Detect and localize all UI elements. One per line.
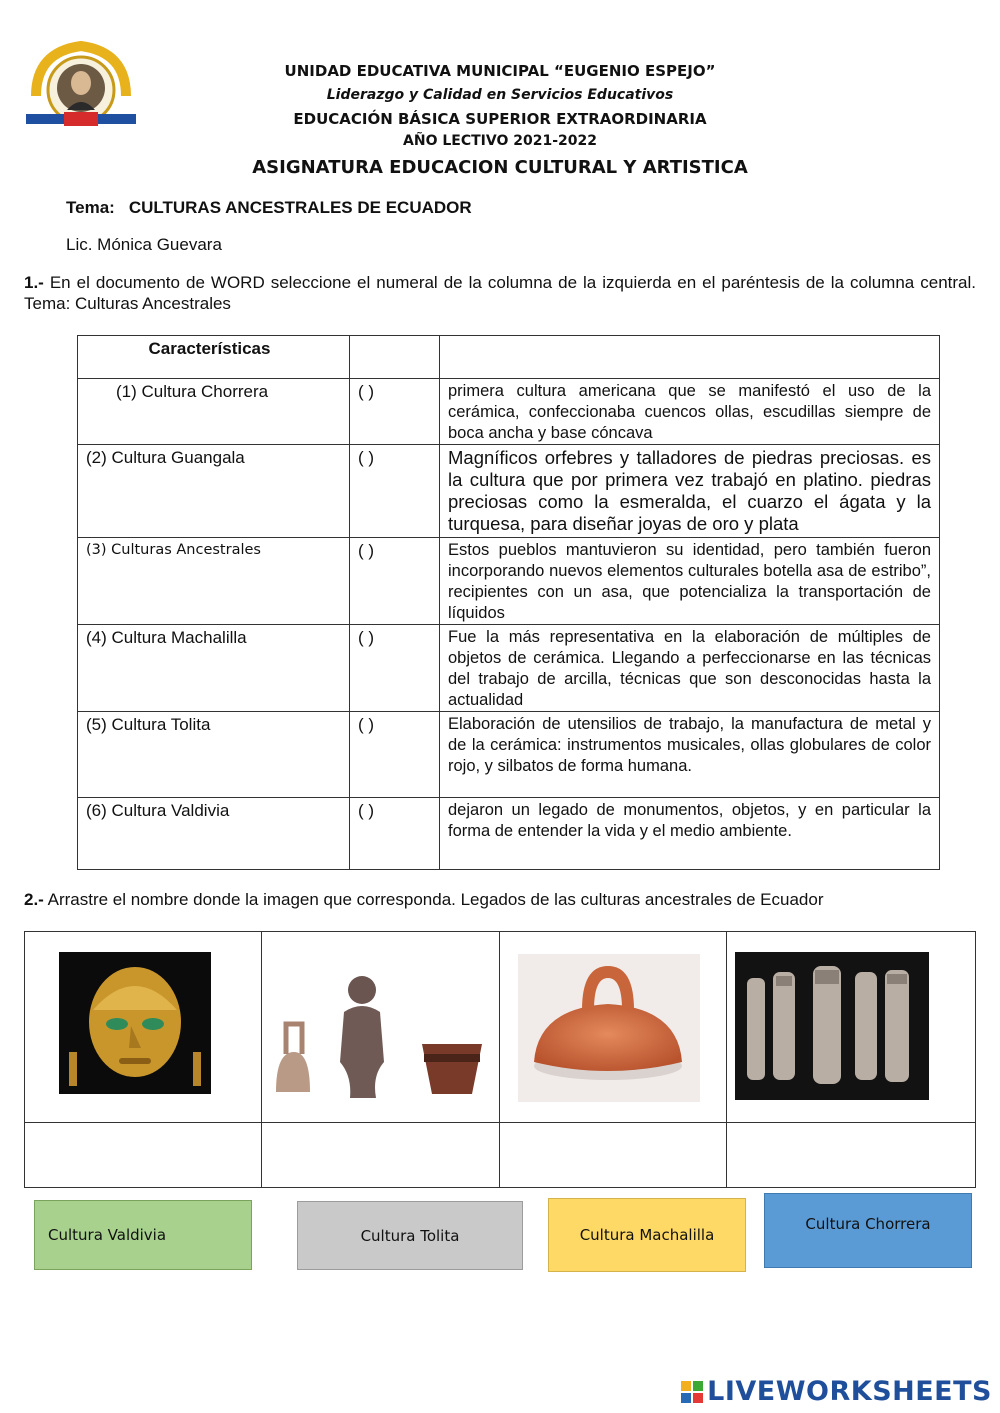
answer-parenthesis[interactable]: ( ) [350,712,440,798]
label-cultura-valdivia[interactable]: Cultura Valdivia [34,1200,252,1270]
answer-parenthesis[interactable]: ( ) [350,379,440,445]
description-cell: primera cultura americana que se manifestó el uso de la cerámica, confeccionaba cuencos ollas, escudillas siempre de boca ancha y base cóncava [440,379,940,445]
teacher-name: Lic. Mónica Guevara [66,235,222,254]
answer-parenthesis[interactable]: ( ) [350,538,440,625]
topic-label: Tema: [66,198,115,217]
table-header-row [78,336,940,379]
item-cell: (1) Cultura Chorrera [78,379,350,445]
drop-zone[interactable] [262,1123,500,1188]
question-1-number: 1.- [24,273,44,292]
brand-text: LIVEWORKSHEETS [707,1376,992,1407]
question-1-text: En el documento de WORD seleccione el numeral de la columna de la izquierda en el paréntesis de la columna central. Tema: Culturas Ancestrales [24,273,976,313]
description-cell: Elaboración de utensilios de trabajo, la manufactura de metal y de la cerámica: instrumentos musicales, ollas globulares de color rojo, y silbatos de forma humana. [440,712,940,798]
stirrup-bottle-image [518,954,700,1102]
school-year: AÑO LECTIVO 2021-2022 [403,133,597,149]
image-match-table [24,931,976,1188]
answer-parenthesis[interactable]: ( ) [350,798,440,870]
description-cell: Magníficos orfebres y talladores de piedras preciosas. es la cultura que por primera vez trabajó en platino. piedras preciosas como la esmeralda, el cuarzo el ágata y la turquesa, para diseñar joyas de oro y plata [440,445,940,538]
question-1-instruction [24,272,976,314]
table-row [78,712,940,798]
drop-zone-row [25,1123,976,1188]
description-cell: dejaron un legado de monumentos, objetos, y en particular la forma de entender la vida y el medio ambiente. [440,798,940,870]
label-cultura-machalilla[interactable]: Cultura Machalilla [548,1198,746,1272]
table-row [78,625,940,712]
header-empty [350,336,440,379]
venus-figurines-image [735,952,929,1100]
question-2-text: Arrastre el nombre donde la imagen que corresponda. Legados de las culturas ancestrales de Ecuador [43,890,824,909]
school-motto: Liderazgo y Calidad en Servicios Educativos [326,87,674,103]
question-2-number: 2.- [24,890,44,909]
ceramic-figures-image [272,972,492,1102]
education-level: EDUCACIÓN BÁSICA SUPERIOR EXTRAORDINARIA [293,110,707,128]
image-cell [500,932,727,1123]
table-row [78,538,940,625]
drop-zone[interactable] [25,1123,262,1188]
item-cell: (4) Cultura Machalilla [78,625,350,712]
item-cell: (3) Culturas Ancestrales [78,538,350,625]
liveworksheets-logo-icon [681,1381,703,1403]
drop-zone[interactable] [500,1123,727,1188]
drop-zone[interactable] [727,1123,976,1188]
header-caracteristicas: Características [78,336,350,379]
label-cultura-chorrera[interactable]: Cultura Chorrera [764,1193,972,1268]
table-row [78,445,940,538]
item-cell: (2) Cultura Guangala [78,445,350,538]
matching-table [77,335,940,870]
image-cell [727,932,976,1123]
table-row [78,379,940,445]
header-empty [440,336,940,379]
topic-value: CULTURAS ANCESTRALES DE ECUADOR [128,198,472,217]
question-2-instruction [24,889,976,910]
answer-parenthesis[interactable]: ( ) [350,625,440,712]
gold-mask-image [59,952,211,1094]
label-cultura-tolita[interactable]: Cultura Tolita [297,1201,523,1270]
subject-title: ASIGNATURA EDUCACION CULTURAL Y ARTISTICA [252,157,748,178]
image-cell [25,932,262,1123]
item-cell: (6) Cultura Valdivia [78,798,350,870]
school-name: UNIDAD EDUCATIVA MUNICIPAL “EUGENIO ESPEJO” [284,62,716,80]
table-row [78,798,940,870]
liveworksheets-brand [681,1376,992,1407]
description-cell: Fue la más representativa en la elaboración de múltiples de objetos de cerámica. Llegando a perfeccionarse en las técnicas del trabajo de arcilla, técnicas que son desconocidas hasta la actualidad [440,625,940,712]
topic [66,198,472,218]
description-cell: Estos pueblos mantuvieron su identidad, pero también fueron incorporando nuevos elementos culturales botella asa de estribo”, recipientes con un asa, que potencializa la transportación de líquidos [440,538,940,625]
image-cell [262,932,500,1123]
item-cell: (5) Cultura Tolita [78,712,350,798]
image-row [25,932,976,1123]
answer-parenthesis[interactable]: ( ) [350,445,440,538]
